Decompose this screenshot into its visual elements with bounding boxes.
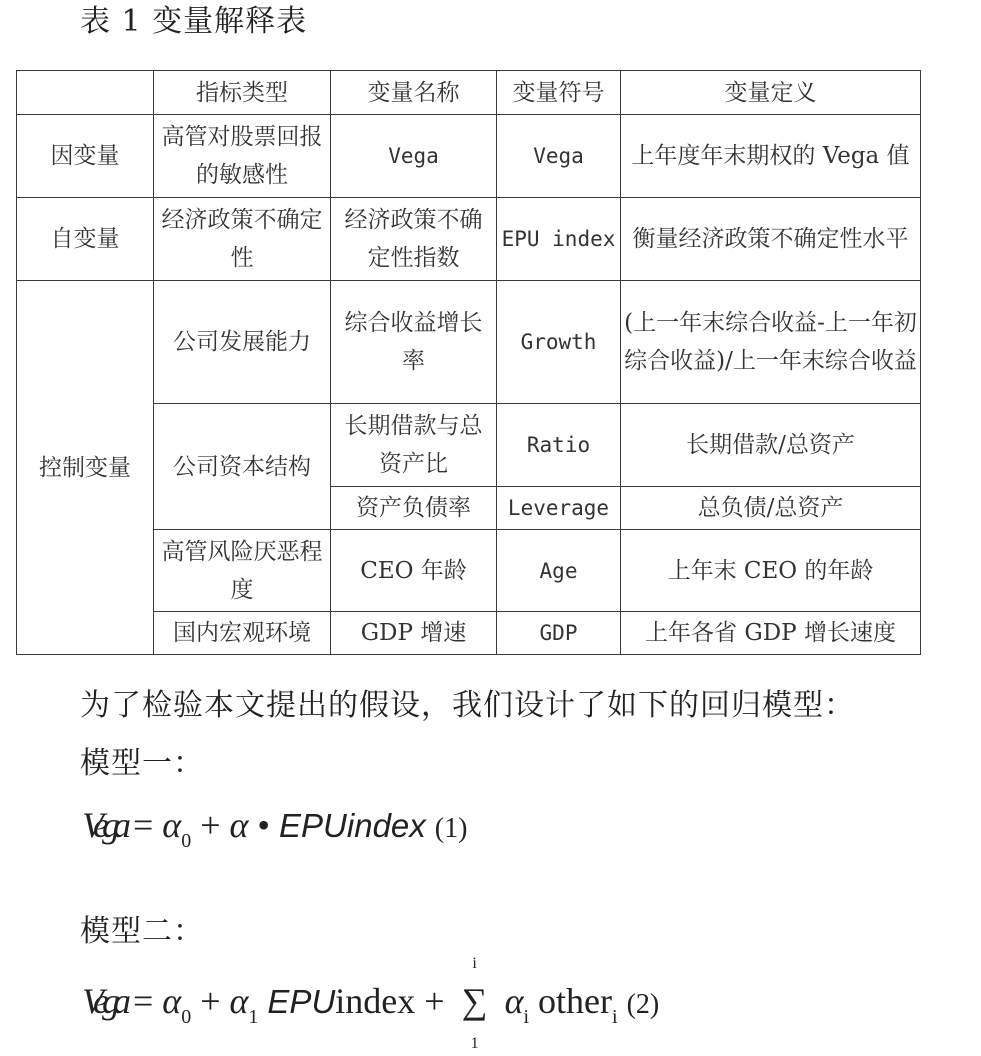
indicator-cell: 公司发展能力 <box>154 281 331 404</box>
alpha-symbol: α <box>162 805 182 845</box>
epu-term: EPU <box>267 983 336 1020</box>
definition-cell: (上一年末综合收益-上一年初综合收益)/上一年末综合收益 <box>621 281 921 404</box>
plus-sign: + <box>200 805 221 845</box>
definition-cell: 上年末 CEO 的年龄 <box>621 530 921 612</box>
header-cell: 变量符号 <box>497 71 621 115</box>
other-term: other <box>538 981 613 1021</box>
plus-sign: + <box>200 981 221 1021</box>
subscript: 0 <box>181 830 192 852</box>
definition-cell: 上年度年末期权的 Vega 值 <box>621 115 921 198</box>
table-header-row <box>17 71 921 115</box>
vega-symbol: Vega <box>82 981 124 1021</box>
model1-formula <box>82 804 467 853</box>
variable-symbol-cell: Age <box>497 530 621 612</box>
indicator-cell: 经济政策不确定性 <box>154 198 331 281</box>
indicator-cell: 高管风险厌恶程度 <box>154 530 331 612</box>
definition-cell: 衡量经济政策不确定性水平 <box>621 198 921 281</box>
index-term: index <box>335 981 416 1021</box>
alpha-symbol: α <box>229 805 249 845</box>
model1-label: 模型一： <box>80 746 204 781</box>
subscript: 1 <box>248 1006 259 1028</box>
variable-symbol-cell: Leverage <box>497 487 621 530</box>
variable-name-cell: 经济政策不确定性指数 <box>331 198 497 281</box>
intro-paragraph: 为了检验本文提出的假设，我们设计了如下的回归模型： <box>80 688 855 723</box>
variable-symbol-cell: GDP <box>497 612 621 655</box>
alpha-symbol: α <box>504 981 524 1021</box>
equals-sign: = <box>132 805 154 845</box>
alpha-symbol: α <box>162 981 182 1021</box>
subscript: i <box>523 1006 530 1028</box>
header-cell <box>17 71 154 115</box>
group-label: 因变量 <box>17 115 154 198</box>
summation <box>454 955 496 1052</box>
sigma-symbol: ∑ <box>461 981 488 1021</box>
variable-name-cell: GDP 增速 <box>331 612 497 655</box>
subscript: i <box>612 1006 618 1028</box>
equation-number: (2) <box>626 989 660 1020</box>
model2-formula <box>82 955 660 1052</box>
variable-name-cell: 长期借款与总资产比 <box>331 404 497 487</box>
alpha-symbol: α <box>229 981 249 1021</box>
table-row <box>17 115 921 198</box>
equation-number: (1) <box>434 813 468 844</box>
variable-symbol-cell: Vega <box>497 115 621 198</box>
equals-sign: = <box>132 981 154 1021</box>
vega-symbol: Vega <box>82 805 124 845</box>
table-row <box>17 198 921 281</box>
header-cell: 变量定义 <box>621 71 921 115</box>
sum-lower-limit: 1 <box>470 1035 479 1052</box>
header-cell: 变量名称 <box>331 71 497 115</box>
plus-sign: + <box>424 981 445 1021</box>
definition-cell: 总负债/总资产 <box>621 487 921 530</box>
group-label: 控制变量 <box>17 281 154 655</box>
variable-symbol-cell: Ratio <box>497 404 621 487</box>
definition-cell: 长期借款/总资产 <box>621 404 921 487</box>
group-label: 自变量 <box>17 198 154 281</box>
variable-name-cell: 综合收益增长率 <box>331 281 497 404</box>
variable-symbol-cell: Growth <box>497 281 621 404</box>
variable-name-cell: CEO 年龄 <box>331 530 497 612</box>
definition-cell: 上年各省 GDP 增长速度 <box>621 612 921 655</box>
indicator-cell: 国内宏观环境 <box>154 612 331 655</box>
indicator-cell: 高管对股票回报的敏感性 <box>154 115 331 198</box>
table-row <box>17 281 921 404</box>
indicator-cell: 公司资本结构 <box>154 404 331 530</box>
model2-label: 模型二： <box>80 914 204 949</box>
variable-name-cell: Vega <box>331 115 497 198</box>
sum-upper-limit: i <box>472 955 477 972</box>
variable-name-cell: 资产负债率 <box>331 487 497 530</box>
variable-table <box>16 70 921 655</box>
table-caption: 表 1 变量解释表 <box>80 4 308 39</box>
dot-operator: • <box>257 805 271 845</box>
header-cell: 指标类型 <box>154 71 331 115</box>
subscript: 0 <box>181 1006 192 1028</box>
epu-index-term: EPUindex <box>279 807 426 844</box>
variable-symbol-cell: EPU index <box>497 198 621 281</box>
